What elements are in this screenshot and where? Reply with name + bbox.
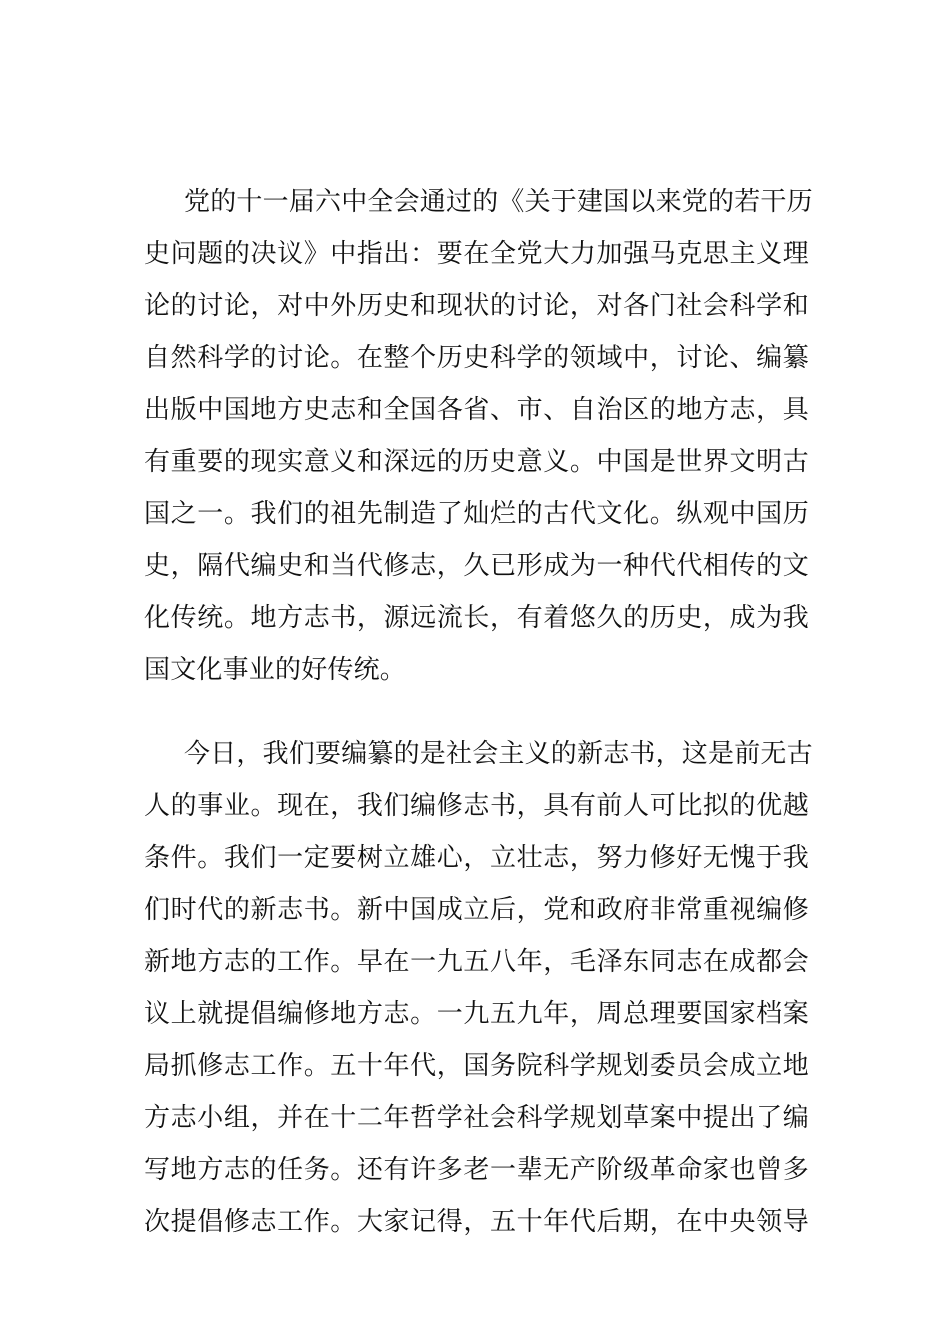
paragraph-line: 次提倡修志工作。大家记得，五十年代后期，在中央领导	[144, 1207, 809, 1237]
paragraph-line: 国之一。我们的祖先制造了灿烂的古代文化。纵观中国历	[144, 499, 809, 529]
paragraph-line: 论的讨论，对中外历史和现状的讨论，对各门社会科学和	[144, 291, 809, 321]
paragraph-line: 人的事业。现在，我们编修志书，具有前人可比拟的优越	[144, 791, 809, 821]
paragraph-line: 国文化事业的好传统。	[144, 655, 407, 685]
paragraph-1	[144, 176, 813, 696]
paragraph-line: 写地方志的任务。还有许多老一辈无产阶级革命家也曾多	[144, 1155, 809, 1185]
paragraph-line: 有重要的现实意义和深远的历史意义。中国是世界文明古	[144, 447, 809, 477]
paragraph-line: 史问题的决议》中指出：要在全党大力加强马克思主义理	[144, 239, 809, 269]
paragraph-line: 出版中国地方史志和全国各省、市、自治区的地方志，具	[144, 395, 809, 425]
paragraph-line: 方志小组，并在十二年哲学社会科学规划草案中提出了编	[144, 1103, 809, 1133]
paragraph-line: 新地方志的工作。早在一九五八年，毛泽东同志在成都会	[144, 947, 809, 977]
paragraph-line: 们时代的新志书。新中国成立后，党和政府非常重视编修	[144, 895, 809, 925]
paragraph-line: 化传统。地方志书，源远流长，有着悠久的历史，成为我	[144, 603, 809, 633]
paragraph-line: 条件。我们一定要树立雄心，立壮志，努力修好无愧于我	[144, 843, 809, 873]
paragraph-line: 今日，我们要编纂的是社会主义的新志书，这是前无古	[184, 739, 813, 769]
paragraph-2	[144, 728, 813, 1248]
paragraph-line: 自然科学的讨论。在整个历史科学的领域中，讨论、编纂	[144, 343, 809, 373]
paragraph-line: 议上就提倡编修地方志。一九五九年，周总理要国家档案	[144, 999, 809, 1029]
paragraph-line: 史，隔代编史和当代修志，久已形成为一种代代相传的文	[144, 551, 809, 581]
paragraph-line: 党的十一届六中全会通过的《关于建国以来党的若干历	[184, 187, 813, 217]
paragraph-line: 局抓修志工作。五十年代，国务院科学规划委员会成立地	[144, 1051, 809, 1081]
